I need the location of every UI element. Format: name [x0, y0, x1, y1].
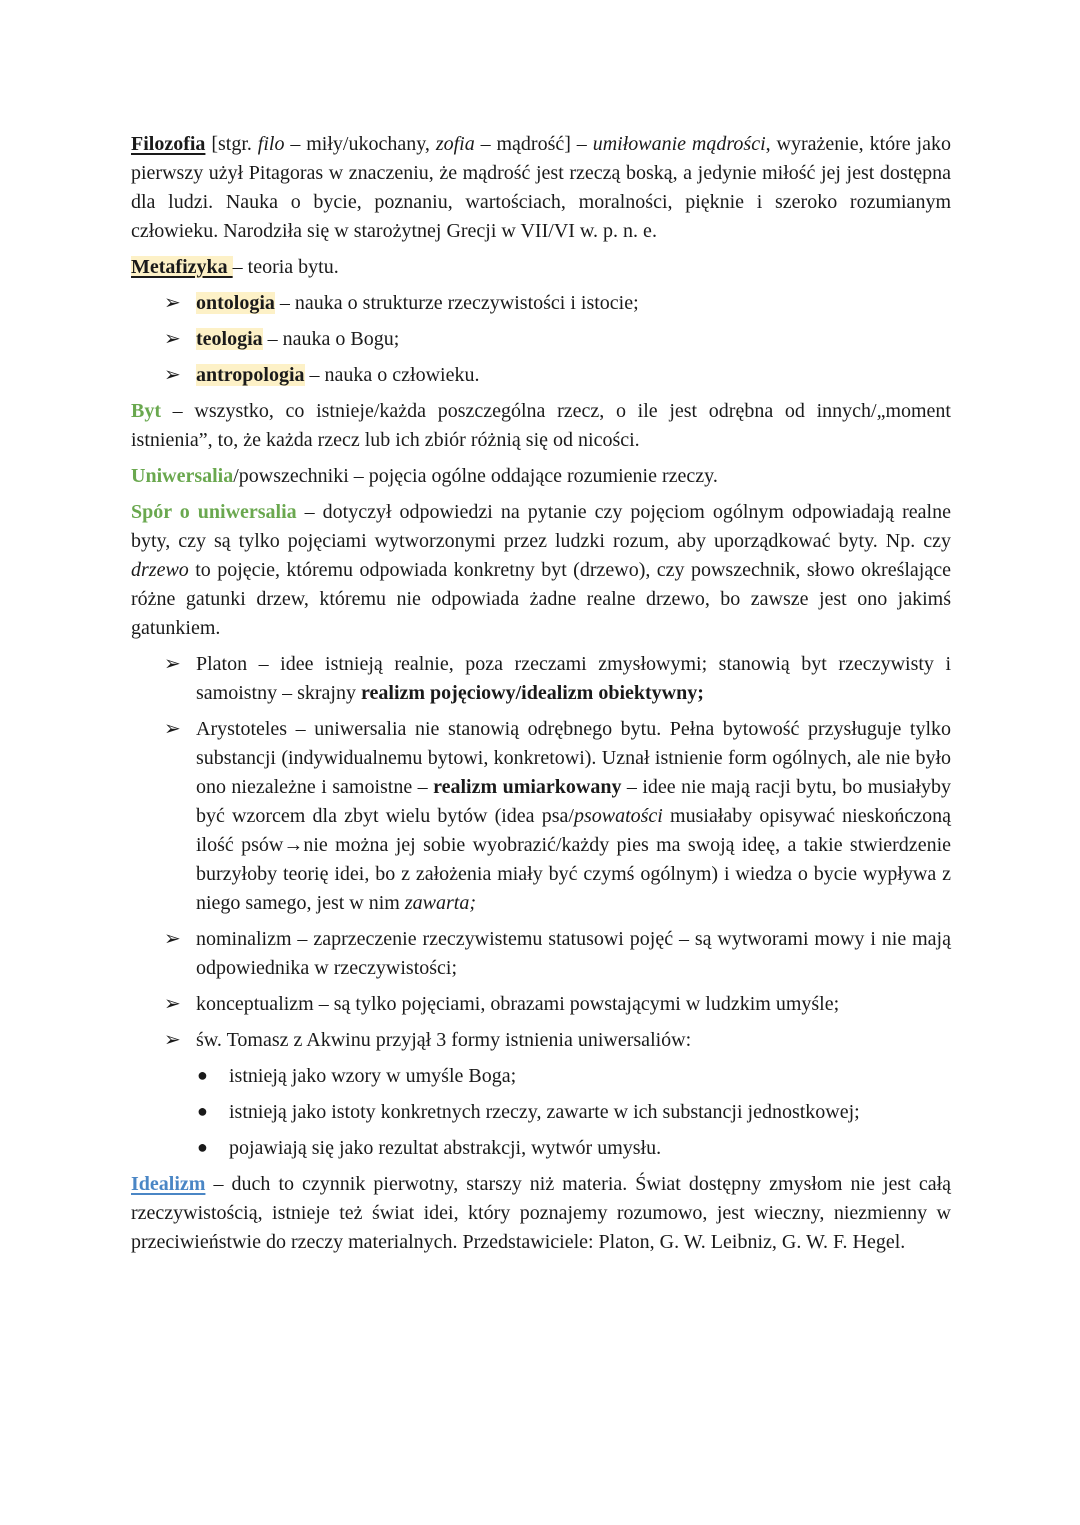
term-ontologia: ontologia — [196, 292, 275, 314]
document-page — [131, 130, 951, 1257]
text: – mądrość] – — [474, 133, 593, 155]
text: – nauka o człowieku. — [304, 364, 480, 386]
dot-bullet-icon: ● — [197, 1101, 208, 1121]
text: św. Tomasz z Akwinu przyjął 3 formy istnienia uniwersaliów: — [196, 1029, 692, 1051]
text-italic: zofia — [435, 133, 475, 155]
term-antropologia: antropologia — [196, 364, 305, 386]
arrow-bullet-icon: ➢ — [164, 1029, 181, 1051]
text: [stgr. — [205, 133, 258, 155]
list-item — [131, 361, 951, 390]
text: – duch to czynnik pierwotny, starszy niż materia. Świat dostępny zmysłom nie jest całą rzeczywistością, istnieje też świat idei, który poznajemy rozumowo, jest wieczny, niezmienny w przeciwieństwie do rzeczy materialnych. Przedstawiciele: Platon, G. W. Leibniz, G. W. F. Hegel. — [131, 1173, 951, 1253]
term-spor: Spór o uniwersalia — [131, 501, 297, 523]
text: /powszechniki – pojęcia ogólne oddające rozumienie rzeczy. — [233, 465, 718, 487]
text: musiałaby opisywać nieskończoną ilość psów→nie można jej sobie wyobrazić/każdy pies ma swoją ideę, a takie stwierdzenie burzyłoby teorię idei, bo z założenia miały być czymś ogólnym) i wiedza o bycie wypływa z niego samego, jest w nim — [196, 805, 952, 914]
list-item-arystoteles — [131, 715, 951, 918]
list-item — [131, 1098, 951, 1127]
text-bold: realizm umiarkowany — [433, 776, 622, 798]
text: konceptualizm – są tylko pojęciami, obrazami powstającymi w ludzkim umyśle; — [196, 993, 840, 1015]
list-tomasz — [131, 1062, 951, 1163]
text: – idee nie mają racji bytu, bo musiałyby być wzorcem dla zbyt wielu bytów (idea psa/ — [196, 776, 952, 827]
list-item — [131, 1134, 951, 1163]
text: Platon – idee istnieją realnie, poza rzeczami zmysłowymi; stanowią byt rzeczywisty i samoistny – skrajny — [196, 653, 951, 704]
text: istnieją jako wzory w umyśle Boga; — [229, 1065, 517, 1087]
list-item — [131, 1062, 951, 1091]
text: – wszystko, co istnieje/każda poszczególna rzecz, o ile jest odrębna od innych/„moment istnienia”, to, że każda rzecz lub ich zbiór różnią się od nicości. — [131, 400, 951, 451]
text: , wyrażenie, które jako pierwszy użył Pitagoras w znaczeniu, że mądrość jest rzeczą boską, a jedynie miłość jej jest dostępna dla ludzi. Nauka o bycie, poznaniu, wartościach, moralności, pięknie i szeroko rozumianym człowieku. Narodziła się w starożytnej Grecji w VII/VI w. p. n. e. — [131, 133, 951, 242]
text: nominalizm – zaprzeczenie rzeczywistemu statusowi pojęć – są wytworami mowy i nie mają odpowiednika w rzeczywistości; — [196, 928, 951, 979]
text: – nauka o strukturze rzeczywistości i istocie; — [274, 292, 639, 314]
paragraph-metafizyka — [131, 253, 951, 282]
text-bold: realizm pojęciowy/idealizm obiektywny; — [361, 682, 704, 704]
arrow-bullet-icon: ➢ — [164, 364, 181, 386]
list-item — [131, 325, 951, 354]
arrow-bullet-icon: ➢ — [164, 653, 181, 675]
paragraph-filozofia — [131, 130, 951, 246]
arrow-bullet-icon: ➢ — [164, 718, 181, 740]
paragraph-uniwersalia — [131, 462, 951, 491]
list-item — [131, 289, 951, 318]
list-item-konceptualizm — [131, 990, 951, 1019]
list-metafizyka — [131, 289, 951, 390]
text: pojawiają się jako rezultat abstrakcji, wytwór umysłu. — [229, 1137, 662, 1159]
text: Arystoteles – uniwersalia nie stanowią odrębnego bytu. Pełna bytowość przysługuje tylko substancji (indywidualnemu bytowi, konkretowi). Uznał istnienie form ogólnych, ale nie było ono niezależne i samoistne – — [196, 718, 951, 798]
text-italic: filo — [257, 133, 285, 155]
text: – teoria bytu. — [232, 256, 339, 278]
text-italic: umiłowanie mądrości — [592, 133, 766, 155]
paragraph-spor — [131, 498, 951, 643]
arrow-bullet-icon: ➢ — [164, 993, 181, 1015]
term-teologia: teologia — [196, 328, 263, 350]
text: – nauka o Bogu; — [262, 328, 400, 350]
term-filozofia: Filozofia — [131, 133, 206, 155]
list-item-tomasz — [131, 1026, 951, 1055]
text-italic: psowatości — [573, 805, 663, 827]
term-uniwersalia: Uniwersalia — [131, 465, 234, 487]
list-item-platon — [131, 650, 951, 708]
text: – miły/ukochany, — [284, 133, 436, 155]
arrow-bullet-icon: ➢ — [164, 328, 181, 350]
arrow-bullet-icon: ➢ — [164, 292, 181, 314]
text-italic: drzewo — [131, 559, 189, 581]
text-italic: zawarta; — [404, 892, 476, 914]
term-byt: Byt — [131, 400, 161, 422]
list-item-nominalizm — [131, 925, 951, 983]
dot-bullet-icon: ● — [197, 1065, 208, 1085]
text: – dotyczył odpowiedzi na pytanie czy pojęciom ogólnym odpowiadają realne byty, czy są tylko pojęciami wytworzonymi przez ludzki rozum, aby uporządkować byty. Np. czy — [131, 501, 951, 552]
term-metafizyka: Metafizyka — [131, 256, 233, 278]
paragraph-byt — [131, 397, 951, 455]
arrow-bullet-icon: ➢ — [164, 928, 181, 950]
text: istnieją jako istoty konkretnych rzeczy, zawarte w ich substancji jednostkowej; — [229, 1101, 860, 1123]
paragraph-idealizm — [131, 1170, 951, 1257]
text: to pojęcie, któremu odpowiada konkretny byt (drzewo), czy powszechnik, słowo określające różne gatunki drzew, któremu nie odpowiada żadne realne drzewo, bo zawsze jest ono jakimś gatunkiem. — [131, 559, 951, 639]
term-idealizm: Idealizm — [131, 1173, 206, 1195]
dot-bullet-icon: ● — [197, 1137, 208, 1157]
list-spor — [131, 650, 951, 1055]
